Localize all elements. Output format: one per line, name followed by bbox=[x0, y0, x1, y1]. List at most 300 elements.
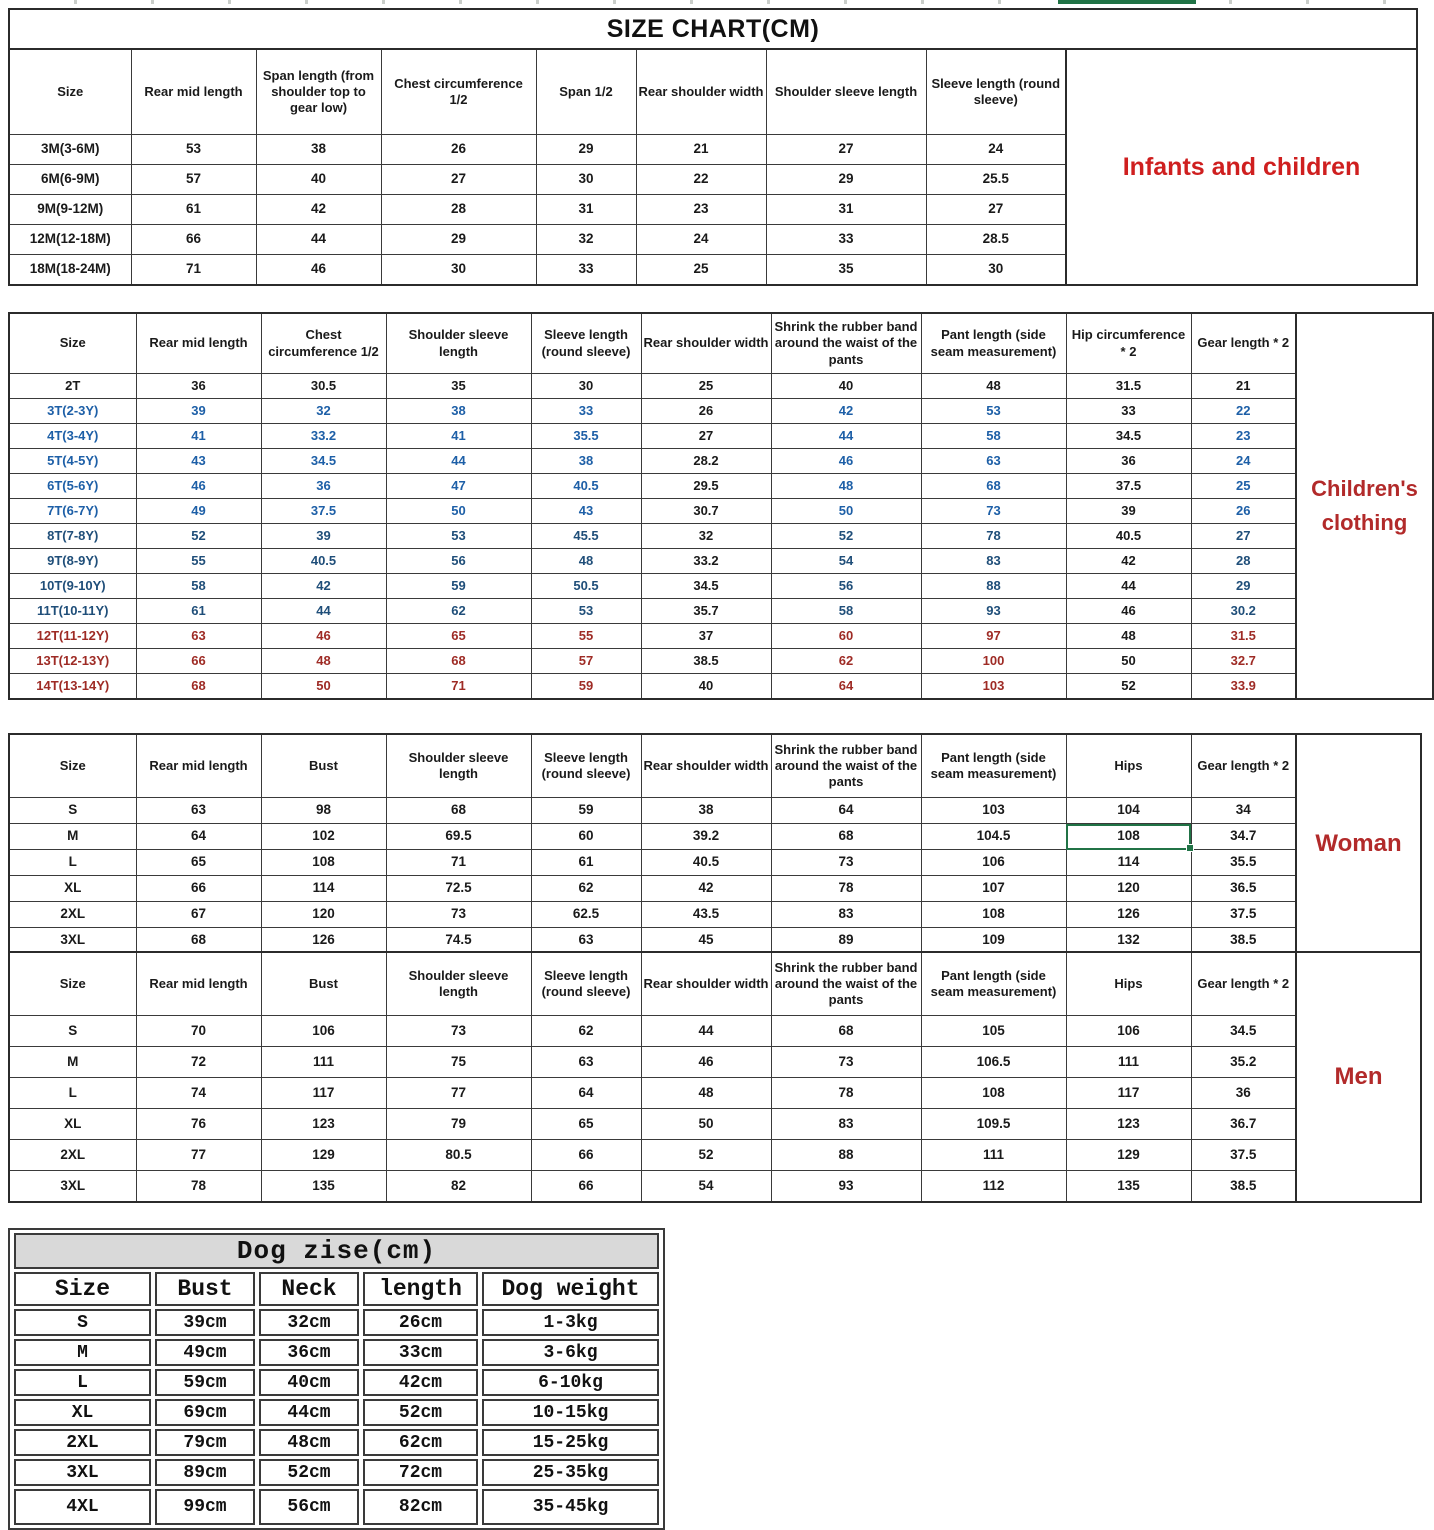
value-cell: 33 bbox=[766, 225, 926, 255]
value-cell: 40.5 bbox=[531, 474, 641, 499]
size-cell: 3XL bbox=[14, 1459, 151, 1486]
value-cell: 117 bbox=[261, 1078, 386, 1109]
value-cell: 58 bbox=[136, 574, 261, 599]
size-row bbox=[9, 255, 1066, 286]
size-cell: 3T(2-3Y) bbox=[9, 399, 136, 424]
value-cell: 65 bbox=[531, 1109, 641, 1140]
column-header: Size bbox=[9, 49, 131, 135]
value-cell: 25 bbox=[641, 374, 771, 399]
value-cell: 37.5 bbox=[261, 499, 386, 524]
value-cell: 32 bbox=[261, 399, 386, 424]
size-cell: 5T(4-5Y) bbox=[9, 449, 136, 474]
value-cell: 48cm bbox=[259, 1429, 359, 1456]
column-header: Pant length (side seam measurement) bbox=[921, 734, 1066, 798]
size-cell: S bbox=[9, 1016, 136, 1047]
value-cell: 63 bbox=[531, 1047, 641, 1078]
column-header: Rear shoulder width bbox=[641, 952, 771, 1016]
value-cell: 75 bbox=[386, 1047, 531, 1078]
value-cell: 89cm bbox=[155, 1459, 255, 1486]
value-cell: 68 bbox=[771, 1016, 921, 1047]
column-header: Hips bbox=[1066, 952, 1191, 1016]
woman-size-table bbox=[8, 733, 1297, 955]
value-cell: 68 bbox=[386, 649, 531, 674]
value-cell: 62 bbox=[386, 599, 531, 624]
column-header: Size bbox=[9, 952, 136, 1016]
value-cell: 50 bbox=[1066, 649, 1191, 674]
value-cell: 33.9 bbox=[1191, 674, 1296, 700]
size-cell: 3M(3-6M) bbox=[9, 135, 131, 165]
value-cell: 23 bbox=[1191, 424, 1296, 449]
column-header: Rear mid length bbox=[136, 952, 261, 1016]
value-cell: 72.5 bbox=[386, 876, 531, 902]
value-cell: 26 bbox=[641, 399, 771, 424]
section-woman bbox=[8, 733, 1422, 955]
column-header: Chest circumference 1/2 bbox=[381, 49, 536, 135]
value-cell: 21 bbox=[636, 135, 766, 165]
value-cell: 73 bbox=[386, 1016, 531, 1047]
value-cell: 34.7 bbox=[1191, 824, 1296, 850]
size-row bbox=[9, 374, 1296, 399]
column-header: Gear length * 2 bbox=[1191, 952, 1296, 1016]
column-header: Size bbox=[9, 734, 136, 798]
value-cell: 60 bbox=[771, 624, 921, 649]
value-cell: 104 bbox=[1066, 798, 1191, 824]
size-row bbox=[9, 524, 1296, 549]
value-cell: 120 bbox=[261, 902, 386, 928]
value-cell: 24 bbox=[636, 225, 766, 255]
value-cell: 44 bbox=[386, 449, 531, 474]
children-size-table bbox=[8, 312, 1297, 700]
value-cell: 59 bbox=[531, 674, 641, 700]
value-cell: 43.5 bbox=[641, 902, 771, 928]
section-men bbox=[8, 951, 1422, 1203]
value-cell: 45 bbox=[641, 928, 771, 955]
men-size-table bbox=[8, 951, 1297, 1203]
value-cell: 28.2 bbox=[641, 449, 771, 474]
value-cell: 129 bbox=[261, 1140, 386, 1171]
value-cell: 52 bbox=[136, 524, 261, 549]
value-cell: 64 bbox=[771, 798, 921, 824]
value-cell: 33 bbox=[531, 399, 641, 424]
men-section-label-text: Men bbox=[1334, 1063, 1383, 1090]
column-header: Sleeve length (round sleeve) bbox=[926, 49, 1066, 135]
size-row bbox=[9, 1078, 1296, 1109]
value-cell: 73 bbox=[921, 499, 1066, 524]
value-cell: 54 bbox=[771, 549, 921, 574]
size-row bbox=[14, 1309, 659, 1336]
value-cell: 45.5 bbox=[531, 524, 641, 549]
value-cell: 35 bbox=[766, 255, 926, 286]
column-header: Rear shoulder width bbox=[641, 734, 771, 798]
selection-border-artifact bbox=[1058, 0, 1196, 4]
size-row bbox=[9, 499, 1296, 524]
size-cell: 2XL bbox=[14, 1429, 151, 1456]
column-header: length bbox=[363, 1272, 478, 1306]
value-cell: 56 bbox=[771, 574, 921, 599]
size-row bbox=[14, 1339, 659, 1366]
value-cell: 78 bbox=[771, 1078, 921, 1109]
value-cell: 52 bbox=[1066, 674, 1191, 700]
size-row bbox=[9, 902, 1296, 928]
size-row bbox=[9, 424, 1296, 449]
value-cell: 88 bbox=[771, 1140, 921, 1171]
value-cell: 109 bbox=[921, 928, 1066, 955]
value-cell: 48 bbox=[641, 1078, 771, 1109]
value-cell: 126 bbox=[261, 928, 386, 955]
value-cell: 3-6kg bbox=[482, 1339, 659, 1366]
value-cell: 82 bbox=[386, 1171, 531, 1203]
value-cell: 30.7 bbox=[641, 499, 771, 524]
size-cell: S bbox=[9, 798, 136, 824]
value-cell: 53 bbox=[131, 135, 256, 165]
value-cell: 40cm bbox=[259, 1369, 359, 1396]
column-header: Pant length (side seam measurement) bbox=[921, 952, 1066, 1016]
value-cell: 44 bbox=[256, 225, 381, 255]
column-header: Neck bbox=[259, 1272, 359, 1306]
value-cell: 36cm bbox=[259, 1339, 359, 1366]
value-cell: 29 bbox=[381, 225, 536, 255]
value-cell: 52cm bbox=[363, 1399, 478, 1426]
value-cell: 22 bbox=[1191, 399, 1296, 424]
value-cell: 114 bbox=[1066, 850, 1191, 876]
column-header: Bust bbox=[155, 1272, 255, 1306]
value-cell: 24 bbox=[1191, 449, 1296, 474]
size-cell: XL bbox=[9, 1109, 136, 1140]
value-cell: 21 bbox=[1191, 374, 1296, 399]
value-cell: 42 bbox=[261, 574, 386, 599]
value-cell: 72cm bbox=[363, 1459, 478, 1486]
size-row bbox=[14, 1459, 659, 1486]
value-cell: 46 bbox=[641, 1047, 771, 1078]
value-cell: 73 bbox=[386, 902, 531, 928]
value-cell: 46 bbox=[261, 624, 386, 649]
value-cell: 42 bbox=[641, 876, 771, 902]
value-cell: 38 bbox=[531, 449, 641, 474]
dog-table-title: Dog zise(cm) bbox=[14, 1233, 659, 1269]
value-cell: 62.5 bbox=[531, 902, 641, 928]
value-cell: 32 bbox=[536, 225, 636, 255]
value-cell: 6-10kg bbox=[482, 1369, 659, 1396]
value-cell: 114 bbox=[261, 876, 386, 902]
size-row bbox=[9, 824, 1296, 850]
header-row bbox=[9, 952, 1296, 1016]
value-cell: 37.5 bbox=[1191, 902, 1296, 928]
value-cell: 108 bbox=[921, 1078, 1066, 1109]
value-cell: 61 bbox=[131, 195, 256, 225]
value-cell: 30 bbox=[536, 165, 636, 195]
value-cell: 48 bbox=[261, 649, 386, 674]
value-cell: 27 bbox=[766, 135, 926, 165]
value-cell: 29 bbox=[766, 165, 926, 195]
value-cell: 30.5 bbox=[261, 374, 386, 399]
size-row bbox=[9, 599, 1296, 624]
value-cell: 67 bbox=[136, 902, 261, 928]
size-cell: 10T(9-10Y) bbox=[9, 574, 136, 599]
value-cell: 47 bbox=[386, 474, 531, 499]
value-cell: 66 bbox=[136, 649, 261, 674]
value-cell: 27 bbox=[381, 165, 536, 195]
value-cell: 42cm bbox=[363, 1369, 478, 1396]
value-cell: 59 bbox=[531, 798, 641, 824]
size-row bbox=[9, 449, 1296, 474]
value-cell: 39 bbox=[1066, 499, 1191, 524]
value-cell: 25 bbox=[1191, 474, 1296, 499]
value-cell: 63 bbox=[531, 928, 641, 955]
value-cell: 72 bbox=[136, 1047, 261, 1078]
value-cell: 34.5 bbox=[1191, 1016, 1296, 1047]
value-cell: 42 bbox=[256, 195, 381, 225]
value-cell: 40 bbox=[256, 165, 381, 195]
size-cell: L bbox=[9, 850, 136, 876]
value-cell: 46 bbox=[136, 474, 261, 499]
value-cell: 32 bbox=[641, 524, 771, 549]
size-cell: 9M(9-12M) bbox=[9, 195, 131, 225]
value-cell: 30 bbox=[531, 374, 641, 399]
value-cell: 100 bbox=[921, 649, 1066, 674]
value-cell: 68 bbox=[136, 674, 261, 700]
column-header: Gear length * 2 bbox=[1191, 734, 1296, 798]
infants-section-label-text: Infants and children bbox=[1122, 152, 1361, 181]
value-cell: 39 bbox=[261, 524, 386, 549]
value-cell: 132 bbox=[1066, 928, 1191, 955]
value-cell: 63 bbox=[136, 624, 261, 649]
value-cell: 104.5 bbox=[921, 824, 1066, 850]
column-header: Shrink the rubber band around the waist of the pants bbox=[771, 313, 921, 374]
size-row bbox=[9, 1047, 1296, 1078]
value-cell: 135 bbox=[261, 1171, 386, 1203]
value-cell: 35-45kg bbox=[482, 1489, 659, 1525]
value-cell: 42 bbox=[1066, 549, 1191, 574]
woman-section-label bbox=[1297, 733, 1422, 955]
size-cell: 11T(10-11Y) bbox=[9, 599, 136, 624]
value-cell: 76 bbox=[136, 1109, 261, 1140]
value-cell: 32cm bbox=[259, 1309, 359, 1336]
value-cell: 27 bbox=[926, 195, 1066, 225]
value-cell: 40.5 bbox=[261, 549, 386, 574]
value-cell: 62 bbox=[531, 1016, 641, 1047]
value-cell: 79 bbox=[386, 1109, 531, 1140]
value-cell: 74.5 bbox=[386, 928, 531, 955]
value-cell: 62 bbox=[771, 649, 921, 674]
header-row bbox=[9, 49, 1066, 135]
value-cell: 48 bbox=[771, 474, 921, 499]
value-cell: 22 bbox=[636, 165, 766, 195]
value-cell: 48 bbox=[1066, 624, 1191, 649]
size-row bbox=[9, 1140, 1296, 1171]
value-cell: 57 bbox=[531, 649, 641, 674]
size-cell: 4T(3-4Y) bbox=[9, 424, 136, 449]
size-row bbox=[9, 474, 1296, 499]
dog-size-table bbox=[8, 1228, 665, 1530]
gridline-stubs bbox=[0, 0, 1428, 4]
column-header: Bust bbox=[261, 952, 386, 1016]
column-header: Rear shoulder width bbox=[636, 49, 766, 135]
value-cell: 36 bbox=[1191, 1078, 1296, 1109]
size-cell: 3XL bbox=[9, 1171, 136, 1203]
size-cell: 18M(18-24M) bbox=[9, 255, 131, 286]
value-cell: 40 bbox=[641, 674, 771, 700]
column-header: Shoulder sleeve length bbox=[386, 952, 531, 1016]
value-cell: 68 bbox=[771, 824, 921, 850]
value-cell: 52 bbox=[641, 1140, 771, 1171]
value-cell: 23 bbox=[636, 195, 766, 225]
value-cell: 106.5 bbox=[921, 1047, 1066, 1078]
value-cell: 37.5 bbox=[1191, 1140, 1296, 1171]
value-cell: 66 bbox=[131, 225, 256, 255]
value-cell: 33 bbox=[536, 255, 636, 286]
value-cell: 34.5 bbox=[1066, 424, 1191, 449]
active-selected-cell: 108 bbox=[1066, 824, 1191, 850]
value-cell: 1-3kg bbox=[482, 1309, 659, 1336]
value-cell: 73 bbox=[771, 1047, 921, 1078]
size-cell: 2XL bbox=[9, 902, 136, 928]
value-cell: 69.5 bbox=[386, 824, 531, 850]
dog-title-row bbox=[14, 1233, 659, 1269]
value-cell: 38 bbox=[256, 135, 381, 165]
value-cell: 53 bbox=[921, 399, 1066, 424]
size-cell: 14T(13-14Y) bbox=[9, 674, 136, 700]
value-cell: 105 bbox=[921, 1016, 1066, 1047]
value-cell: 106 bbox=[1066, 1016, 1191, 1047]
value-cell: 52 bbox=[771, 524, 921, 549]
value-cell: 65 bbox=[136, 850, 261, 876]
value-cell: 117 bbox=[1066, 1078, 1191, 1109]
column-header: Bust bbox=[261, 734, 386, 798]
column-header: Span 1/2 bbox=[536, 49, 636, 135]
size-row bbox=[9, 1109, 1296, 1140]
value-cell: 108 bbox=[261, 850, 386, 876]
size-cell: 6T(5-6Y) bbox=[9, 474, 136, 499]
size-row bbox=[9, 549, 1296, 574]
section-infants bbox=[8, 8, 1418, 286]
header-row bbox=[9, 313, 1296, 374]
value-cell: 38.5 bbox=[1191, 1171, 1296, 1203]
value-cell: 93 bbox=[771, 1171, 921, 1203]
column-header: Rear mid length bbox=[136, 734, 261, 798]
value-cell: 50 bbox=[771, 499, 921, 524]
size-cell: 6M(6-9M) bbox=[9, 165, 131, 195]
value-cell: 36.5 bbox=[1191, 876, 1296, 902]
woman-section-label-text: Woman bbox=[1315, 830, 1402, 857]
size-row bbox=[9, 195, 1066, 225]
value-cell: 79cm bbox=[155, 1429, 255, 1456]
value-cell: 78 bbox=[921, 524, 1066, 549]
value-cell: 34.5 bbox=[261, 449, 386, 474]
column-header: Span length (from shoulder top to gear low) bbox=[256, 49, 381, 135]
value-cell: 28 bbox=[381, 195, 536, 225]
value-cell: 66 bbox=[531, 1140, 641, 1171]
value-cell: 26cm bbox=[363, 1309, 478, 1336]
value-cell: 44 bbox=[771, 424, 921, 449]
size-row bbox=[14, 1399, 659, 1426]
size-row bbox=[9, 624, 1296, 649]
size-cell: XL bbox=[14, 1399, 151, 1426]
value-cell: 44 bbox=[261, 599, 386, 624]
value-cell: 35 bbox=[386, 374, 531, 399]
value-cell: 59 bbox=[386, 574, 531, 599]
value-cell: 62cm bbox=[363, 1429, 478, 1456]
column-header: Size bbox=[9, 313, 136, 374]
size-row bbox=[9, 165, 1066, 195]
column-header: Chest circumference 1/2 bbox=[261, 313, 386, 374]
size-cell: S bbox=[14, 1309, 151, 1336]
value-cell: 26 bbox=[1191, 499, 1296, 524]
value-cell: 89 bbox=[771, 928, 921, 955]
value-cell: 35.5 bbox=[1191, 850, 1296, 876]
value-cell: 97 bbox=[921, 624, 1066, 649]
value-cell: 49cm bbox=[155, 1339, 255, 1366]
size-row bbox=[9, 1016, 1296, 1047]
value-cell: 25-35kg bbox=[482, 1459, 659, 1486]
value-cell: 71 bbox=[386, 850, 531, 876]
value-cell: 106 bbox=[261, 1016, 386, 1047]
column-header: Gear length * 2 bbox=[1191, 313, 1296, 374]
value-cell: 68 bbox=[136, 928, 261, 955]
value-cell: 38.5 bbox=[641, 649, 771, 674]
value-cell: 28.5 bbox=[926, 225, 1066, 255]
value-cell: 33.2 bbox=[261, 424, 386, 449]
children-section-label bbox=[1297, 312, 1434, 700]
value-cell: 63 bbox=[921, 449, 1066, 474]
value-cell: 41 bbox=[136, 424, 261, 449]
value-cell: 33 bbox=[1066, 399, 1191, 424]
value-cell: 35.5 bbox=[531, 424, 641, 449]
value-cell: 29 bbox=[1191, 574, 1296, 599]
value-cell: 46 bbox=[771, 449, 921, 474]
value-cell: 39 bbox=[136, 399, 261, 424]
value-cell: 30.2 bbox=[1191, 599, 1296, 624]
size-cell: 8T(7-8Y) bbox=[9, 524, 136, 549]
value-cell: 35.7 bbox=[641, 599, 771, 624]
value-cell: 78 bbox=[771, 876, 921, 902]
value-cell: 56 bbox=[386, 549, 531, 574]
column-header: Rear mid length bbox=[136, 313, 261, 374]
value-cell: 15-25kg bbox=[482, 1429, 659, 1456]
section-children bbox=[8, 312, 1434, 700]
value-cell: 41 bbox=[386, 424, 531, 449]
value-cell: 24 bbox=[926, 135, 1066, 165]
value-cell: 38 bbox=[386, 399, 531, 424]
size-cell: 3XL bbox=[9, 928, 136, 955]
value-cell: 66 bbox=[531, 1171, 641, 1203]
column-header: Size bbox=[14, 1272, 151, 1306]
value-cell: 71 bbox=[131, 255, 256, 286]
column-header: Rear mid length bbox=[131, 49, 256, 135]
header-row bbox=[9, 734, 1296, 798]
value-cell: 98 bbox=[261, 798, 386, 824]
value-cell: 31 bbox=[766, 195, 926, 225]
infants-size-table bbox=[8, 48, 1067, 286]
value-cell: 106 bbox=[921, 850, 1066, 876]
value-cell: 93 bbox=[921, 599, 1066, 624]
size-cell: M bbox=[9, 1047, 136, 1078]
value-cell: 37.5 bbox=[1066, 474, 1191, 499]
value-cell: 53 bbox=[386, 524, 531, 549]
value-cell: 39cm bbox=[155, 1309, 255, 1336]
value-cell: 48 bbox=[921, 374, 1066, 399]
section-dog bbox=[8, 1228, 665, 1530]
size-cell: 2T bbox=[9, 374, 136, 399]
size-row bbox=[9, 399, 1296, 424]
size-cell: 2XL bbox=[9, 1140, 136, 1171]
column-header: Shoulder sleeve length bbox=[766, 49, 926, 135]
value-cell: 10-15kg bbox=[482, 1399, 659, 1426]
header-row bbox=[14, 1272, 659, 1306]
value-cell: 31.5 bbox=[1066, 374, 1191, 399]
column-header: Shrink the rubber band around the waist of the pants bbox=[771, 952, 921, 1016]
value-cell: 62 bbox=[531, 876, 641, 902]
size-row bbox=[9, 850, 1296, 876]
